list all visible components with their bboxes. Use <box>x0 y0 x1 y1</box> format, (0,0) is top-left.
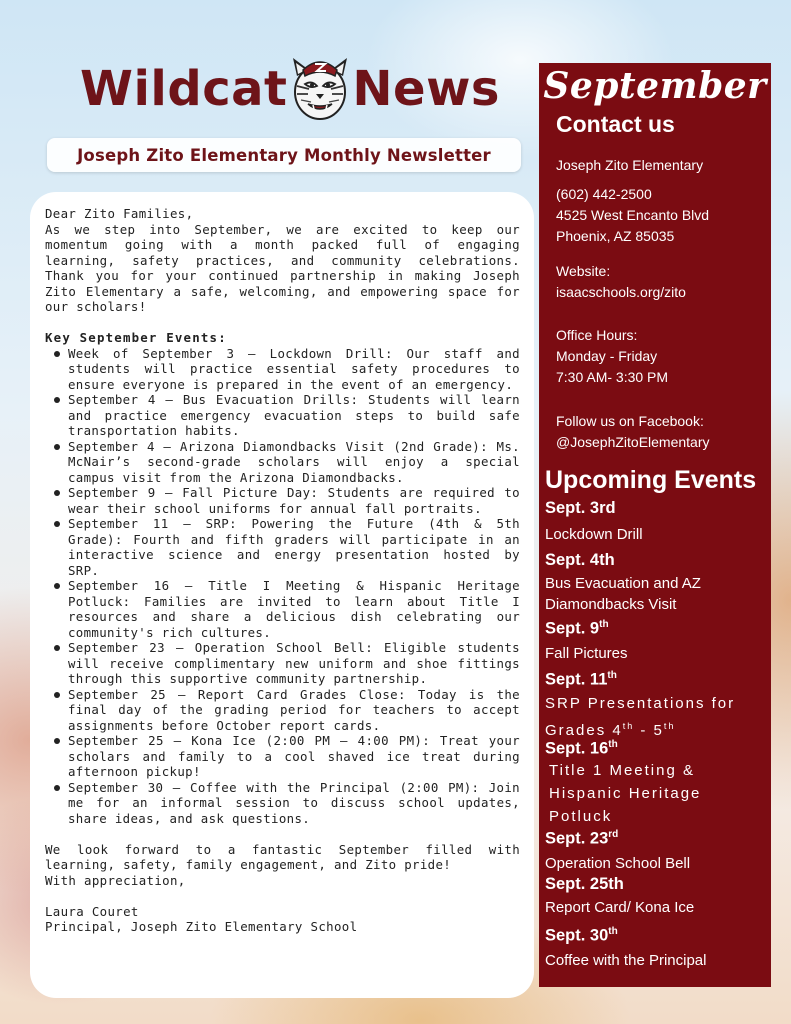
phone-number: (602) 442-2500 <box>556 186 652 202</box>
website-label: Website: <box>556 263 611 279</box>
contact-heading: Contact us <box>556 111 675 137</box>
letter-signoff: With appreciation, <box>45 872 186 888</box>
event-date: Sept. 3rd <box>545 499 616 517</box>
event-date: Sept. 4th <box>545 551 615 569</box>
principal-letter <box>30 192 534 998</box>
school-name: Joseph Zito Elementary <box>556 157 704 173</box>
list-item: September 25 – Report Card Grades Close: Today is the final day of the grading period for teachers to accept assignments before October report cards. <box>45 687 520 734</box>
list-item: September 4 – Arizona Diamondbacks Visit (2nd Grade): Ms. McNair’s second-grade scholars will enjoy a special campus visit from the Arizona Diamondbacks. <box>45 439 520 486</box>
address-line-1: 4525 West Encanto Blvd <box>556 207 710 223</box>
title-news: News <box>352 61 500 117</box>
event-date: Sept. 11th <box>545 670 617 689</box>
event-desc: Title 1 Meeting & <box>549 761 695 779</box>
events-heading: Key September Events: <box>45 330 227 345</box>
list-item: September 9 – Fall Picture Day: Students are required to wear their school uniforms for annual fall portraits. <box>45 485 520 516</box>
event-desc: Grades 4th - 5th <box>545 720 676 739</box>
event-desc: Lockdown Drill <box>545 526 643 543</box>
list-item: Week of September 3 – Lockdown Drill: Our staff and students will practice essential safety procedures to ensure everyone is prepared in the event of an emergency. <box>45 346 520 393</box>
event-desc: Hispanic Heritage <box>549 784 702 802</box>
event-desc: SRP Presentations for <box>545 694 736 712</box>
event-sept-16 <box>545 735 767 828</box>
event-desc: Potluck <box>549 807 613 825</box>
title-wildcat: Wildcat <box>80 61 288 117</box>
event-date: Sept. 16th <box>545 739 618 758</box>
signature-name: Laura Couret <box>45 903 139 919</box>
letter-greeting: Dear Zito Families, <box>45 206 194 221</box>
list-item: September 11 – SRP: Powering the Future (4th & 5th Grade): Fourth and fifth graders will participate in an interactive science and energy presentation hosted by SRP. <box>45 516 520 578</box>
event-desc: Diamondbacks Visit <box>545 596 677 613</box>
list-item: September 30 – Coffee with the Principal (2:00 PM): Join me for an informal session to discuss school updates, share ideas, and ask questions. <box>45 780 520 827</box>
newsletter-title <box>80 56 500 122</box>
hours-time: 7:30 AM- 3:30 PM <box>556 369 669 385</box>
event-sept-30 <box>545 922 767 971</box>
list-item: September 16 – Title I Meeting & Hispanic Heritage Potluck: Families are invited to learn about Title I resources and share a delicious dish celebrating our community's rich cultures. <box>45 578 520 640</box>
facebook-label: Follow us on Facebook: <box>556 413 704 429</box>
event-sept-4 <box>545 550 767 615</box>
event-date: Sept. 25th <box>545 875 624 893</box>
event-sept-11 <box>545 666 767 742</box>
event-desc: Fall Pictures <box>545 644 628 662</box>
upcoming-events-heading: Upcoming Events <box>545 466 757 494</box>
website-link[interactable]: isaacschools.org/zito <box>556 284 686 300</box>
event-date: Sept. 23rd <box>545 829 619 848</box>
letter-intro: As we step into September, we are excited to keep our momentum going with a month packed full of engaging learning, safety practices, and community celebrations. Thank you for your continued partnership in making Joseph Zito Elementary a safe, welcoming, and empowering space for our scholars! <box>45 221 520 314</box>
event-desc: Bus Evacuation and AZ <box>545 575 701 592</box>
signature-role: Principal, Joseph Zito Elementary School <box>45 919 358 934</box>
hours-days: Monday - Friday <box>556 348 658 364</box>
wildcat-mascot-icon <box>289 56 351 122</box>
event-sept-23 <box>545 825 767 874</box>
info-sidebar <box>539 63 771 987</box>
list-item: September 4 – Bus Evacuation Drills: Students will learn and practice emergency evacuation steps to build safe transportation habits. <box>45 392 520 439</box>
events-list <box>45 346 520 827</box>
event-desc: Report Card/ Kona Ice <box>545 899 695 916</box>
facebook-handle[interactable]: @JosephZitoElementary <box>556 434 710 450</box>
event-desc: Operation School Bell <box>545 854 691 872</box>
hours-label: Office Hours: <box>556 327 638 343</box>
newsletter-subtitle: Joseph Zito Elementary Monthly Newsletter <box>47 138 521 172</box>
event-sept-9 <box>545 615 767 664</box>
letter-closing: We look forward to a fantastic September filled with learning, safety, family engagement, and Zito pride! <box>45 841 520 872</box>
event-sept-3 <box>545 498 767 545</box>
list-item: September 23 – Operation School Bell: Eligible students will receive complimentary new uniform and shoe fittings through this supportive community partnership. <box>45 640 520 687</box>
event-date: Sept. 30th <box>545 926 618 945</box>
list-item: September 25 – Kona Ice (2:00 PM – 4:00 PM): Treat your scholars and family to a cool shaved ice treat during afternoon pickup! <box>45 733 520 780</box>
month-heading: September <box>543 65 767 107</box>
event-sept-25 <box>545 874 767 918</box>
address-line-2: Phoenix, AZ 85035 <box>556 228 675 244</box>
event-date: Sept. 9th <box>545 619 609 638</box>
event-desc: Coffee with the Principal <box>545 951 707 969</box>
